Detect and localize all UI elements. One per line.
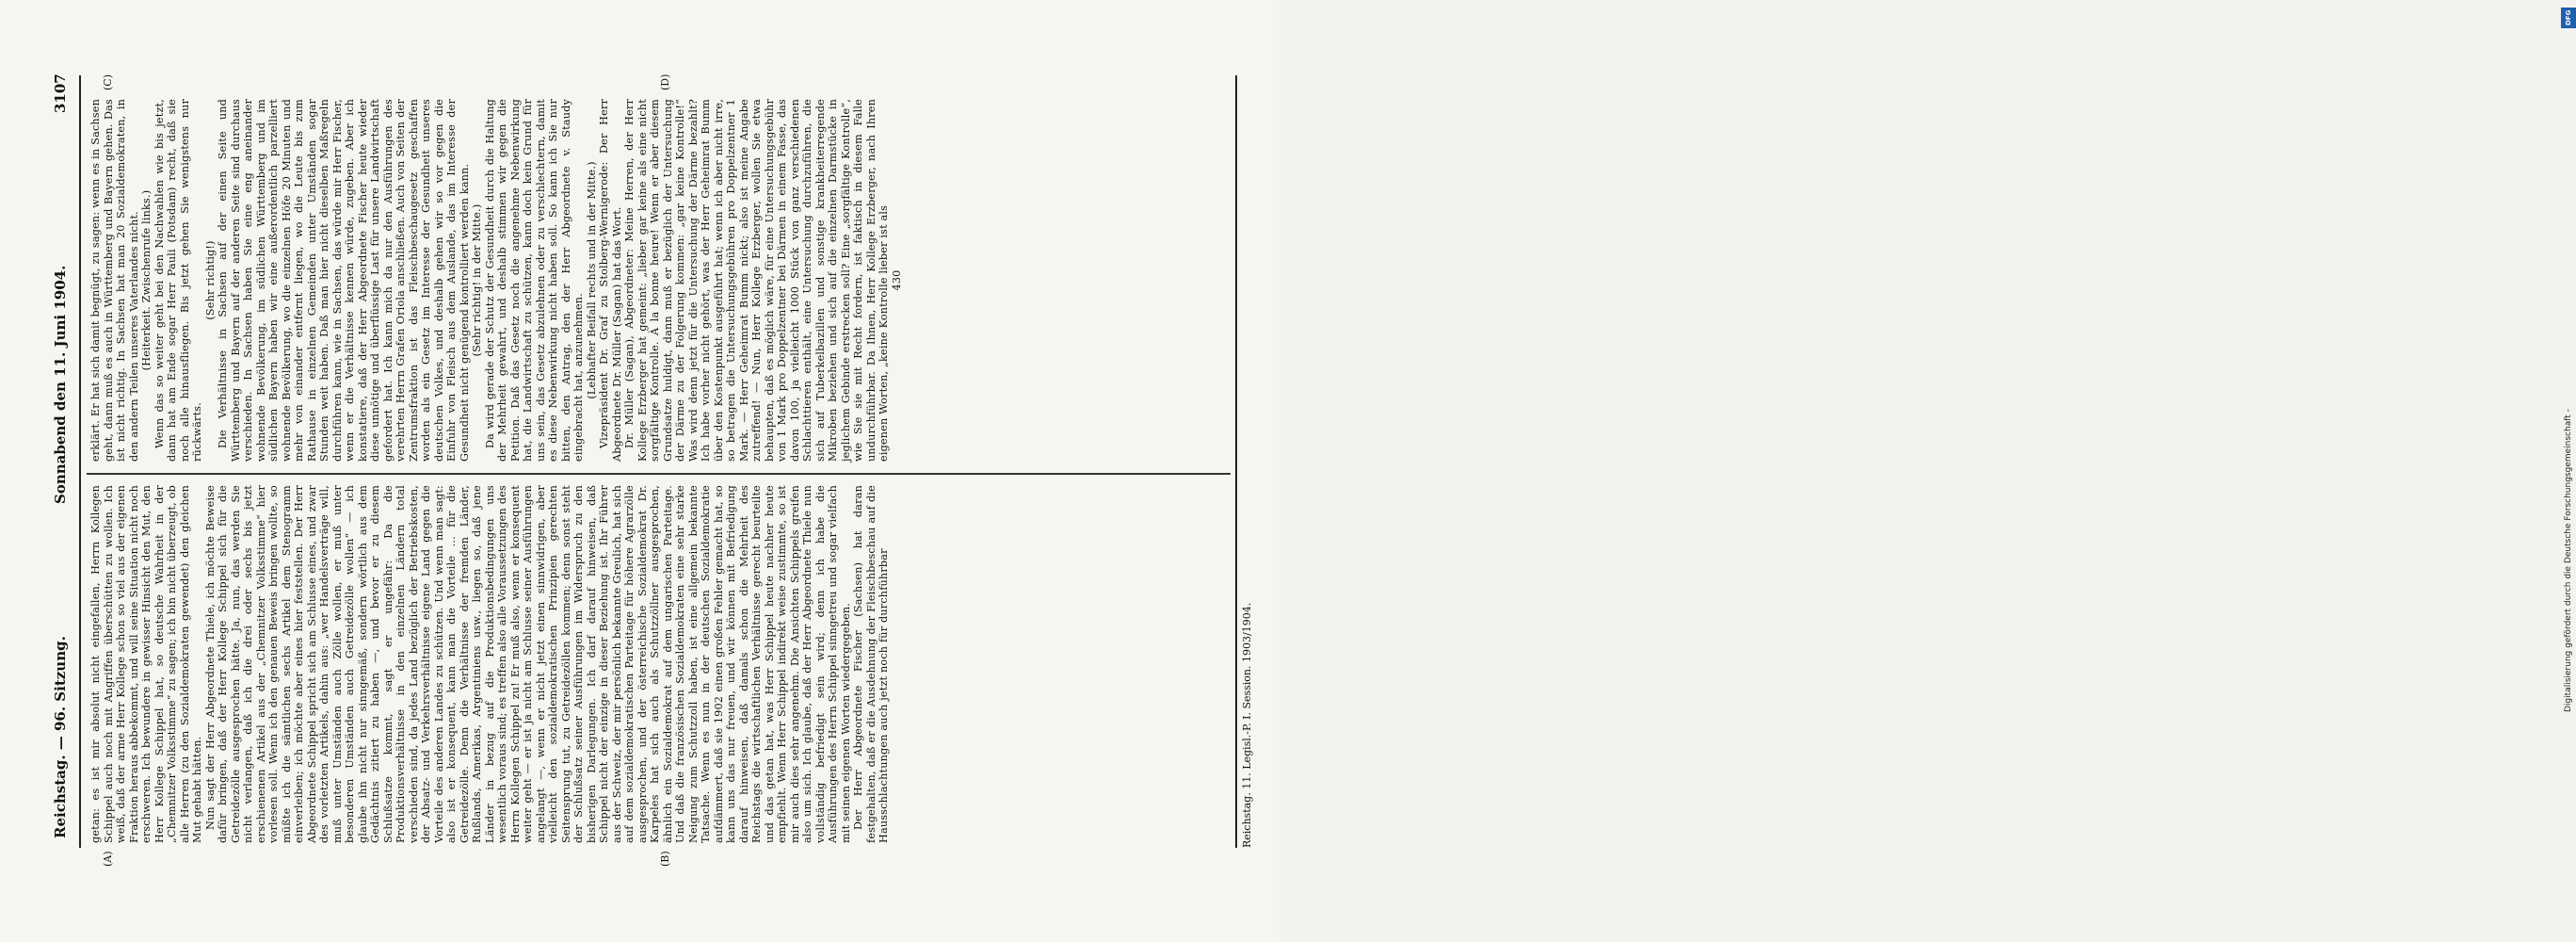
footer-rule [1235,75,1237,848]
paragraph: getan: es ist mir absolut nicht eingefallen, Herrn Kollegen Schippel auch noch mit Angriffen überschütten zu wollen. Ich weiß, daß der arme Herr Kollege schon so viel aus der eigenen Fraktion heraus abbekommt, und will seine Situation nicht noch erschweren. Ich bewundere in gewisser Hinsicht den Mut, den Herr Kollege Schippel hat, so deutsche Wahrheit in der „Chemnitzer Volksstimme“ zu sagen; ich bin nicht überzeugt, ob alle Herren (zu den Sozialdemokraten gewendet) den gleichen Mut gehabt hätten. [89,485,203,843]
interjection: (Lebhafter Beifall rechts und in der Mitte.) [585,161,598,399]
header-date: Sonnabend den 11. Juni 1904. [52,265,69,504]
paragraph: Dr. Müller (Sagan), Abgeordneter: Meine Herren, der Herr Kollege Erzberger hat gemeint: „lieber gar keine als eine nicht sorgfältige Kontrolle. À la bonne heure! Wenn er aber diesem Grundsatze huldigt, dann muß er bezüglich der Untersuchung der Därme zu der Folgerung kommen: „gar keine Kontrolle!“ Was wird denn jetzt für die Untersuchung der Därme bezahlt? Ich habe vorher nicht gehört, was der Herr Geheimrat Bumm über den Kostenpunkt ausgeführt hat; wenn ich aber nicht irre, so betragen die Untersuchungsgebühren pro Doppelzentner 1 Mark. — Herr Geheimrat Bumm nickt; also ist meine Angabe zutreffend! — Nun, Herr Kollege Erzberger, wollen Sie etwa behaupten, daß es möglich wäre, für eine Untersuchungsgebühr von 1 Mark pro Doppelzentner bei Därmen in einem Fasse, das davon 100, ja vielleicht 1000 Stück von ganz verschiedenen Schlachttieren enthält, eine Untersuchung durchzuführen, die sich auf Tuberkelbazillen und sonstige krankheiterregende Mikroben beziehen und sich auf die einzelnen Darmstücke in jeglichem Gebinde erstrecken soll? Eine „sorgfältige Kontrolle“, wie Sie sie mit Recht fordern, ist faktisch in diesem Falle undurchführbar. Da Ihnen, Herr Kollege Erzberger, nach Ihren eigenen Worten, „keine Kontrolle lieber ist als [623,99,890,462]
paragraph: Wenn das so weiter geht bei den Nachwahlen wie bis jetzt, dann hat am Ende sogar Herr Pauli (Potsdam) recht, daß sie noch alle hinausfliegen. Bis jetzt gehen Sie wenigstens nur rückwärts. [153,99,203,462]
margin-mark-d: (D) [659,73,671,90]
margin-mark-c: (C) [102,74,114,90]
right-text-column [89,99,1233,462]
column-divider [87,474,1231,476]
margin-mark-b: (B) [659,851,671,867]
interjection: (Sehr richtig! in der Mitte.) [471,203,483,357]
header-session: Reichstag. — 96. Sitzung. [52,636,69,838]
signature-number: 430 [890,269,903,291]
digitization-sidebar [1279,0,2573,942]
paragraph: Der Herr Abgeordnete Fischer (Sachsen) hat daran festgehalten, daß er die Ausdehnung der Fleischbeschau auf die Hausschlachtungen auch jetzt noch für durchführbar [852,485,890,843]
left-text-column [89,485,1233,843]
interjection: (Sehr richtig!) [203,240,217,320]
paragraph: Vizepräsident Dr. Graf zu Stolberg-Wernigerode: Der Herr Abgeordnete Dr. Müller (Sagan) hat das Wort. [598,99,623,462]
header-rule [79,75,81,848]
dfg-logo: DFG [2561,8,2576,28]
margin-mark-a: (A) [102,851,114,867]
paragraph: Die Verhältnisse in Sachsen auf der einen Seite und Württemberg und Bayern auf der anderen Seite sind durchaus verschieden. In Sachsen haben Sie eine eng aneinander wohnende Bevölkerung, im südlichen Württemberg und im südlichen Bayern haben wir eine außerordentlich parzelliert wohnende Bevölkerung, wo die einzelnen Höfe 20 Minuten und mehr von einander entfernt liegen, wo die Leute bis zum Rathause in einzelnen Gemeinden unter Umständen sogar Stunden weit haben. Daß man hier nicht dieselben Maßregeln durchführen kann, wie in Sachsen, das würde mir Herr Fischer, wenn er die Verhältnisse kennen würde, zugeben. Aber ich konstatiere, daß der Herr Abgeordnete Fischer heute wieder diese unnötige und überflüssige Last für unsere Landwirtschaft gefordert hat. Ich kann mich da nur den Ausführungen des verehrten Herrn Grafen Oriola anschließen. Auch von Seiten der Zentrumsfraktion ist das Fleischbeschaugesetz geschaffen worden als ein Gesetz im Interesse der Gesundheit unseres deutschen Volkes, und deshalb gehen wir so vor gegen die Einfuhr von Fleisch aus dem Auslande, das im Interesse der Gesundheit nicht genügend kontrolliert werden kann. [217,99,471,462]
paragraph: Da wird gerade der Schutz der Gesundheit durch die Haltung der Mehrheit gewahrt, und deshalb stimmen wir gegen die Petition. Daß das Gesetz noch die angenehme Nebenwirkung hat, die Landwirtschaft zu schützen, kann doch kein Grund für uns sein, das Gesetz abzulehnen oder zu verschlechtern, damit es diese Nebenwirkung nicht haben soll. So kann ich Sie nur bitten, den Antrag, den der Herr Abgeordnete v. Staudy eingebracht hat, anzunehmen. [483,99,585,462]
digitization-credit: Digitalisierung gefördert durch die Deutsche Forschungsgemeinschaft - [2564,409,2573,712]
footer-citation: Reichstag. 11. Legisl.-P. I. Session. 1903/1904. [1241,602,1253,848]
paragraph: Nun sagt der Herr Abgeordnete Thiele, ich möchte Beweise dafür bringen, daß der Herr Kollege Schippel sich für die Getreidezölle ausgesprochen hätte. Ja, nun, das werden Sie nicht verlangen, daß ich die drei oder sechs bis jetzt erschienenen Artikel aus der „Chemnitzer Volksstimme“ hier vorlesen soll. Wenn ich den genauen Beweis bringen wollte, so müßte ich die sämtlichen sechs Artikel dem Stenogramm einverleiben; ich möchte aber eines hier feststellen. Der Herr Abgeordnete Schippel spricht sich am Schlusse eines, und zwar des vorletzten Artikels, dahin aus: „wer Handelsverträge will, muß unter Umständen auch Zölle wollen, er muß unter besonderen Umständen auch Getreidezölle wollen“ — ich glaube ihn nicht nur sinngemäß, sondern wörtlich aus dem Gedächtnis zitiert zu haben —, und bevor er zu diesem Schlußsatze kommt, sagt er ungefähr: Da die Produktionsverhältnisse in den einzelnen Ländern total verschieden sind, da jedes Land bezüglich der Betriebskosten, der Absatz- und Verkehrsverhältnisse eigene Land gegen die Vorteile des anderen Landes zu schützen. Und wenn man sagt: also ist er konsequent, kann man die Vorteile ... für die Getreidezölle. Denn die Verhältnisse der fremden Länder, Rußlands, Amerikas, Argentiniens usw., liegen so, daß jene Länder in bezug auf die Produktionsbedingungen uns wesentlich voraus sind; es treffen also alle Voraussetzungen des Herrn Kollegen Schippel zu! Er muß also, wenn er konsequent weiter geht — er ist ja nicht am Schlusse seiner Ausführungen angelangt —, wenn er nicht jetzt einen sinnwidrigen, aber vielleicht den sozialdemokratischen Prinzipien gerechten Seitensprung tut, zu Getreidezöllen kommen; denn sonst steht der Schlußsatz seiner Ausführungen im Widerspruch zu den bisherigen Darlegungen. Ich darf darauf hinweisen, daß Schippel nicht der einzige in dieser Beziehung ist. Ihr Führer aus der Schweiz, der mir persönlich bekannte Greulich, hat sich auf dem sozialdemokratischen Parteitage für höhere Agrarzölle ausgesprochen, und der österreichische Sozialdemokrat Dr. Karpeles hat sich auch als Schutzzöllner ausgesprochen, ähnlich ein Sozialdemokrat auf dem ungarischen Parteitage. Und daß die französischen Sozialdemokraten eine sehr starke Neigung zum Schutzzoll haben, ist eine allgemein bekannte Tatsache. Wenn es nun in der deutschen Sozialdemokratie aufdämmert, daß sie 1902 einen großen Fehler gemacht hat, so kann uns das nur freuen, und wir können mit Befriedigung darauf hinweisen, daß damals schon die Mehrheit des Reichstags die wirtschaftlichen Verhältnisse gerecht beurteilte und das getan hat, was Herr Schippel heute nachher heute empfiehlt. Wenn Herr Schippel indirekt weise zustimmte, so ist mir auch dies sehr angenehm. Die Ansichten Schippels greifen also um sich. Ich glaube, daß der Herr Abgeordnete Thiele nun vollständig befriedigt sein wird; denn ich habe die Ausführungen des Herrn Schippel sinngetreu und sogar vielfach mit seinen eigenen Worten wiedergegeben. [203,485,852,843]
interjection: (Heiterkeit. Zwischenrufe links.) [140,189,153,371]
paragraph: erklärt. Er hat sich damit begnügt, zu sagen: wenn es in Sachsen geht, dann muß es auch in Württemberg und Bayern gehen. Das ist nicht richtig. In Sachsen hat man 20 Sozialdemokraten, in den andern Teilen unseres Vaterlandes nicht. [89,99,140,462]
header-page-number: 3107 [52,73,69,113]
